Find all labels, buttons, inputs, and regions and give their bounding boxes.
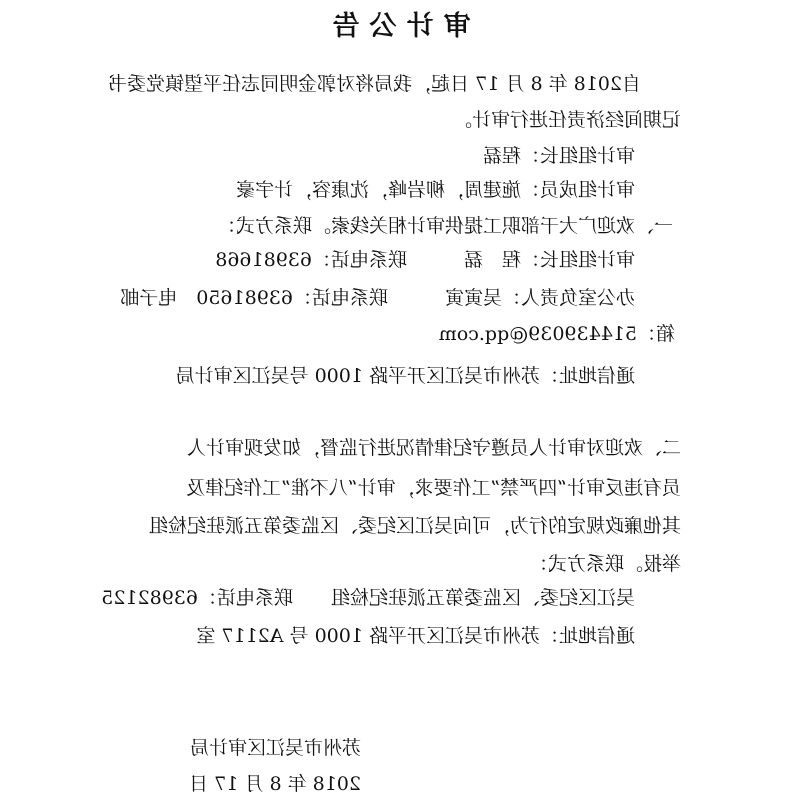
section2-line-3: 其他廉政规定的行为，可向吴江区纪委、区监委第五派驻纪检组 bbox=[148, 515, 681, 537]
section1-contact-office: 办公室负责人：吴寅寅 联系电话：63981650 电子邮 bbox=[120, 287, 635, 309]
section1-email: 箱：514439039@qq.com bbox=[438, 323, 675, 345]
section2-contact: 吴江区纪委、区监委第五派驻纪检组 联系电话：63982125 bbox=[101, 587, 635, 609]
intro-line-1: 自2018 年 8 月 17 日起，我局将对郭金明同志任平望镇党委书 bbox=[108, 73, 641, 95]
intro-line-2: 记期间经济责任进行审计。 bbox=[452, 109, 681, 131]
section2-line-4: 举报。联系方式： bbox=[528, 553, 681, 575]
section2-line-2: 员有违反审计“四严禁”工作要求，审计“八不准”工作纪律及 bbox=[186, 477, 681, 499]
page-title: 审计公告 bbox=[322, 11, 471, 42]
signature-org: 苏州市吴江区审计局 bbox=[189, 737, 361, 759]
section2-address: 通信地址：苏州市吴江区开平路 1000 号 A2117 室 bbox=[196, 625, 635, 647]
section1-heading: 一、欢迎广大干部职工提供审计相关线索。联系方式： bbox=[216, 215, 673, 237]
team-members: 审计组成员：施建周，柳岩峰，沈康容，计宇豪 bbox=[235, 179, 635, 201]
team-leader: 审计组组长：程磊 bbox=[482, 145, 635, 167]
section2-line-1: 二、欢迎对审计人员遵守纪律情况进行监督，如发现审计人 bbox=[186, 437, 681, 459]
section1-contact-leader: 审计组组长：程 磊 联系电话：63981668 bbox=[215, 249, 635, 271]
signature-date: 2018 年 8 月 17 日 bbox=[189, 773, 361, 795]
section1-address: 通信地址：苏州市吴江区开平路 1000 号吴江区审计局 bbox=[175, 365, 635, 387]
